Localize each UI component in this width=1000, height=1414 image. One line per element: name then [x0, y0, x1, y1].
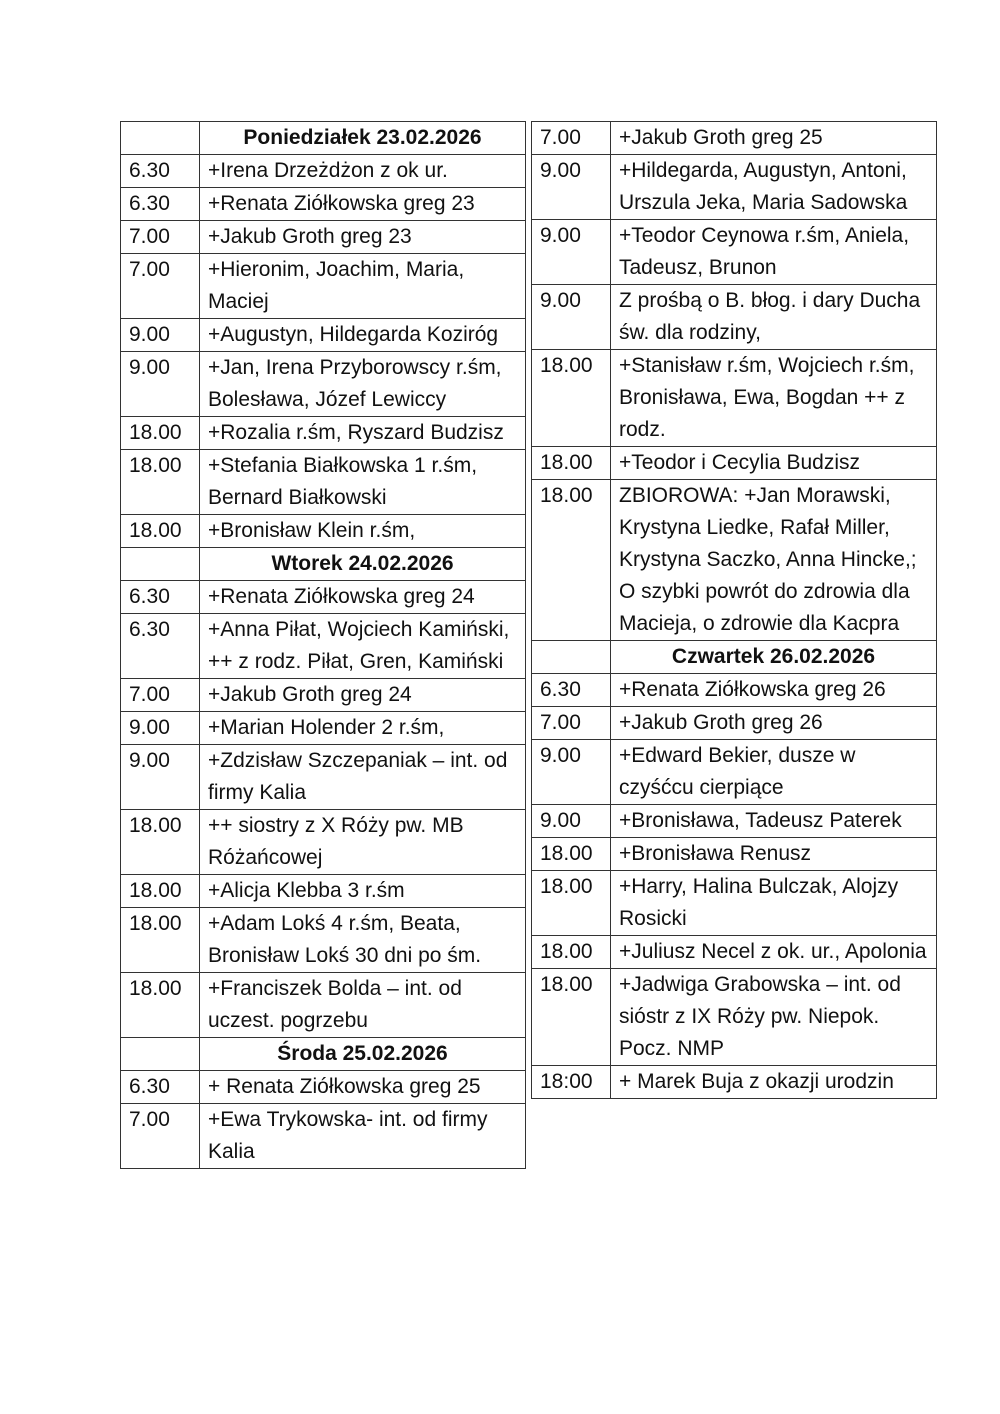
schedule-row: [532, 936, 937, 969]
schedule-row: [121, 515, 526, 548]
mass-intention: +Renata Ziółkowska greg 23: [200, 188, 526, 221]
schedule-row: [532, 285, 937, 350]
mass-time: 6.30: [121, 581, 200, 614]
mass-time: 18.00: [532, 480, 611, 641]
schedule-row: [121, 188, 526, 221]
mass-time: 7.00: [121, 221, 200, 254]
schedule-row: [121, 679, 526, 712]
schedule-row: [121, 614, 526, 679]
mass-time: 18.00: [121, 417, 200, 450]
mass-time: 7.00: [532, 122, 611, 155]
schedule-row: [532, 350, 937, 447]
schedule-row: [121, 973, 526, 1038]
mass-time: 9.00: [532, 220, 611, 285]
mass-intention: +Hieronim, Joachim, Maria, Maciej: [200, 254, 526, 319]
day-header: Wtorek 24.02.2026: [200, 548, 526, 581]
mass-intention: +Irena Drzeżdżon z ok ur.: [200, 155, 526, 188]
schedule-row: [532, 1066, 937, 1099]
mass-time: 18:00: [532, 1066, 611, 1099]
schedule-row: [121, 450, 526, 515]
empty-cell: [121, 1038, 200, 1071]
schedule-row: [532, 122, 937, 155]
mass-intention: +Teodor i Cecylia Budzisz: [611, 447, 937, 480]
mass-time: 18.00: [121, 973, 200, 1038]
mass-time: 18.00: [532, 969, 611, 1066]
mass-intention: ZBIOROWA: +Jan Morawski, Krystyna Liedke, Rafał Miller, Krystyna Saczko, Anna Hincke,; O szybki powrót do zdrowia dla Macieja, o zdrowie dla Kacpra: [611, 480, 937, 641]
schedule-row: [532, 871, 937, 936]
mass-time: 18.00: [532, 936, 611, 969]
mass-time: 9.00: [532, 740, 611, 805]
mass-time: 9.00: [121, 712, 200, 745]
schedule-table-left: [120, 121, 526, 1169]
schedule-row: [121, 352, 526, 417]
mass-time: 18.00: [532, 838, 611, 871]
day-header-row: [532, 641, 937, 674]
mass-intention: +Bronisław Klein r.śm,: [200, 515, 526, 548]
schedule-row: [532, 155, 937, 220]
schedule-row: [121, 1071, 526, 1104]
mass-time: 9.00: [121, 745, 200, 810]
schedule-row: [121, 319, 526, 352]
schedule-row: [121, 745, 526, 810]
mass-intention: +Jadwiga Grabowska – int. od sióstr z IX Róży pw. Niepok. Pocz. NMP: [611, 969, 937, 1066]
mass-intention: +Hildegarda, Augustyn, Antoni, Urszula Jeka, Maria Sadowska: [611, 155, 937, 220]
day-header-row: [121, 122, 526, 155]
mass-intention: +Edward Bekier, dusze w czyśćcu cierpiące: [611, 740, 937, 805]
mass-time: 18.00: [121, 810, 200, 875]
mass-intention: +Ewa Trykowska- int. od firmy Kalia: [200, 1104, 526, 1169]
schedule-table-right: [531, 121, 937, 1099]
mass-intention: +Renata Ziółkowska greg 26: [611, 674, 937, 707]
schedule-row: [532, 740, 937, 805]
mass-time: 18.00: [121, 908, 200, 973]
mass-time: 9.00: [532, 805, 611, 838]
schedule-row: [121, 221, 526, 254]
mass-time: 18.00: [121, 515, 200, 548]
schedule-row: [121, 155, 526, 188]
mass-intention: +Jakub Groth greg 25: [611, 122, 937, 155]
schedule-row: [532, 707, 937, 740]
mass-time: 7.00: [532, 707, 611, 740]
schedule-body-left: [121, 122, 526, 1169]
schedule-row: [532, 480, 937, 641]
schedule-row: [121, 254, 526, 319]
mass-intention: Z prośbą o B. błog. i dary Ducha św. dla rodziny,: [611, 285, 937, 350]
mass-intention: +Rozalia r.śm, Ryszard Budzisz: [200, 417, 526, 450]
day-header: Poniedziałek 23.02.2026: [200, 122, 526, 155]
schedule-row: [121, 581, 526, 614]
mass-time: 9.00: [532, 155, 611, 220]
mass-intention: +Stanisław r.śm, Wojciech r.śm, Bronisława, Ewa, Bogdan ++ z rodz.: [611, 350, 937, 447]
mass-time: 7.00: [121, 254, 200, 319]
schedule-row: [532, 805, 937, 838]
schedule-row: [532, 447, 937, 480]
schedule-row: [121, 712, 526, 745]
mass-time: 18.00: [532, 871, 611, 936]
mass-intention: +Renata Ziółkowska greg 24: [200, 581, 526, 614]
mass-intention: +Stefania Białkowska 1 r.śm, Bernard Białkowski: [200, 450, 526, 515]
day-header-row: [121, 548, 526, 581]
mass-intention: + Renata Ziółkowska greg 25: [200, 1071, 526, 1104]
schedule-body-right: [532, 122, 937, 1099]
schedule-row: [121, 417, 526, 450]
schedule-row: [121, 875, 526, 908]
mass-intention: +Juliusz Necel z ok. ur., Apolonia: [611, 936, 937, 969]
mass-intention: +Teodor Ceynowa r.śm, Aniela, Tadeusz, Brunon: [611, 220, 937, 285]
mass-time: 18.00: [532, 350, 611, 447]
day-header: Czwartek 26.02.2026: [611, 641, 937, 674]
mass-time: 18.00: [121, 875, 200, 908]
schedule-row: [121, 908, 526, 973]
schedule-row: [532, 969, 937, 1066]
mass-time: 6.30: [532, 674, 611, 707]
mass-intention: +Alicja Klebba 3 r.śm: [200, 875, 526, 908]
mass-intention: +Zdzisław Szczepaniak – int. od firmy Kalia: [200, 745, 526, 810]
mass-time: 9.00: [532, 285, 611, 350]
schedule-row: [532, 220, 937, 285]
schedule-row: [121, 810, 526, 875]
mass-intention: ++ siostry z X Róży pw. MB Różańcowej: [200, 810, 526, 875]
mass-intention: +Jakub Groth greg 26: [611, 707, 937, 740]
empty-cell: [121, 548, 200, 581]
mass-time: 6.30: [121, 1071, 200, 1104]
mass-intention: +Marian Holender 2 r.śm,: [200, 712, 526, 745]
mass-intention: +Harry, Halina Bulczak, Alojzy Rosicki: [611, 871, 937, 936]
mass-time: 9.00: [121, 352, 200, 417]
mass-intention: +Adam Lokś 4 r.śm, Beata, Bronisław Lokś 30 dni po śm.: [200, 908, 526, 973]
mass-time: 18.00: [121, 450, 200, 515]
mass-intention: +Jan, Irena Przyborowscy r.śm, Bolesława, Józef Lewiccy: [200, 352, 526, 417]
schedule-row: [532, 838, 937, 871]
mass-time: 6.30: [121, 155, 200, 188]
empty-cell: [121, 122, 200, 155]
mass-time: 6.30: [121, 614, 200, 679]
mass-intention: +Anna Piłat, Wojciech Kamiński, ++ z rodz. Piłat, Gren, Kamiński: [200, 614, 526, 679]
schedule-row: [121, 1104, 526, 1169]
empty-cell: [532, 641, 611, 674]
mass-intention: + Marek Buja z okazji urodzin: [611, 1066, 937, 1099]
mass-intention: +Bronisława Renusz: [611, 838, 937, 871]
day-header-row: [121, 1038, 526, 1071]
mass-intention: +Jakub Groth greg 23: [200, 221, 526, 254]
mass-time: 18.00: [532, 447, 611, 480]
mass-intention: +Augustyn, Hildegarda Koziróg: [200, 319, 526, 352]
mass-time: 7.00: [121, 1104, 200, 1169]
mass-intention: +Jakub Groth greg 24: [200, 679, 526, 712]
mass-time: 9.00: [121, 319, 200, 352]
mass-time: 6.30: [121, 188, 200, 221]
mass-intention: +Bronisława, Tadeusz Paterek: [611, 805, 937, 838]
mass-time: 7.00: [121, 679, 200, 712]
mass-intention: +Franciszek Bolda – int. od uczest. pogrzebu: [200, 973, 526, 1038]
day-header: Środa 25.02.2026: [200, 1038, 526, 1071]
schedule-row: [532, 674, 937, 707]
